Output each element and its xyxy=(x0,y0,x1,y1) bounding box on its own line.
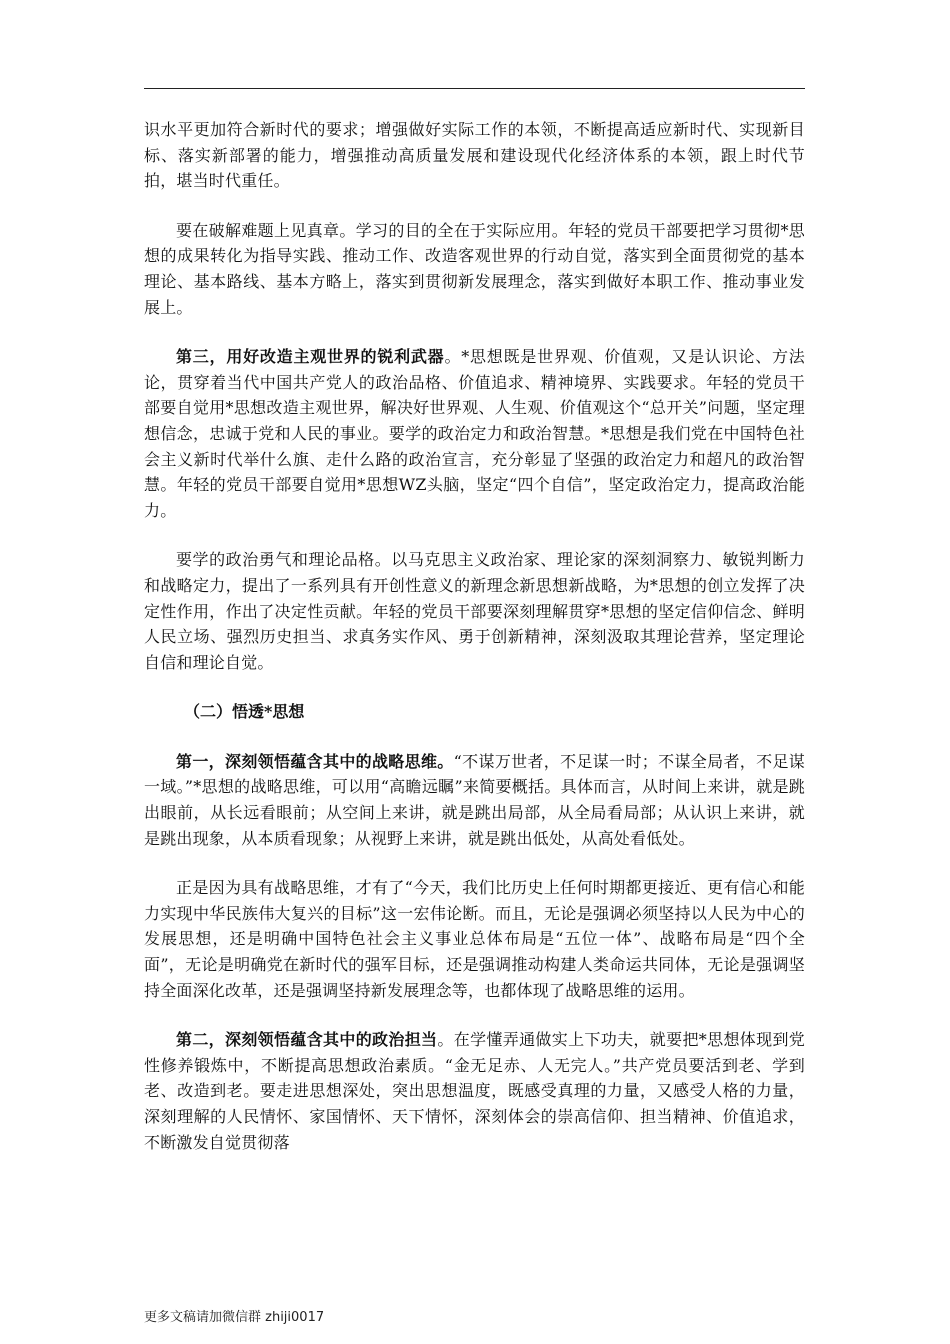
paragraph-text: 。*思想既是世界观、价值观，又是认识论、方法论，贯穿着当代中国共产党人的政治品格、价值追求、精神境界、实践要求。年轻的党员干部要自觉用*思想改造主观世界，解决好世界观、人生观、价值观这个“总开关”问题，坚定理想信念，忠诚于党和人民的事业。要学的政治定力和政治智慧。*思想是我们党在中国特色社会主义新时代举什么旗、走什么路的政治宣言，充分彰显了坚强的政治定力和超凡的政治智慧。年轻的党员干部要自觉用*思想WZ头脑，坚定“四个自信”，坚定政治定力，提高政治能力。 xyxy=(144,347,805,520)
paragraph xyxy=(144,875,805,1003)
section-heading: （二）悟透*思想 xyxy=(184,702,305,722)
paragraph-text: 要在破解难题上见真章。学习的目的全在于实际应用。年轻的党员干部要把学习贯彻*思想的成果转化为指导实践、推动工作、改造客观世界的行动自觉，落实到全面贯彻党的基本理论、基本路线、基本方略上，落实到贯彻新发展理念，落实到做好本职工作、推动事业发展上。 xyxy=(144,220,805,317)
header-rule xyxy=(144,88,805,89)
paragraph-lead: 第一，深刻领悟蕴含其中的战略思维。 xyxy=(176,751,454,771)
paragraph-text: 要学的政治勇气和理论品格。以马克思主义政治家、理论家的深刻洞察力、敏锐判断力和战略定力，提出了一系列具有开创性意义的新理念新思想新战略，为*思想的创立发挥了决定性作用，作出了决定性贡献。年轻的党员干部要深刻理解贯穿*思想的坚定信仰信念、鲜明人民立场、强烈历史担当、求真务实作风、勇于创新精神，深刻汲取其理论营养，坚定理论自信和理论自觉。 xyxy=(144,550,805,672)
paragraph xyxy=(144,547,805,675)
paragraph-text: 。在学懂弄通做实上下功夫，就要把*思想体现到党性修养锻炼中，不断提高思想政治素质。“金无足赤、人无完人。”共产党员要活到老、学到老、改造到老。要走进思想深处，突出思想温度，既感受真理的力量，又感受人格的力量，深刻理解的人民情怀、家国情怀、天下情怀，深刻体会的崇高信仰、担当精神、价值追求，不断激发自觉贯彻落 xyxy=(144,1030,805,1152)
paragraph-text: 识水平更加符合新时代的要求；增强做好实际工作的本领，不断提高适应新时代、实现新目标、落实新部署的能力，增强推动高质量发展和建设现代化经济体系的本领，跟上时代节拍，堪当时代重任。 xyxy=(144,120,805,191)
paragraph xyxy=(144,344,805,523)
paragraph xyxy=(144,749,805,851)
paragraph-text: “不谋万世者，不足谋一时；不谋全局者，不足谋一域。”*思想的战略思维，可以用“高瞻远瞩”来简要概括。具体而言，从时间上来讲，就是跳出眼前，从长远看眼前；从空间上来讲，就是跳出局部，从全局看局部；从认识上来讲，就是跳出现象，从本质看现象；从视野上来讲，就是跳出低处，从高处看低处。 xyxy=(144,751,805,848)
paragraph-text: 正是因为具有战略思维，才有了“今天，我们比历史上任何时期都更接近、更有信心和能力实现中华民族伟大复兴的目标”这一宏伟论断。而且，无论是强调必须坚持以人民为中心的发展思想，还是明确中国特色社会主义事业总体布局是“五位一体”、战略布局是“四个全面”，无论是明确党在新时代的强军目标，还是强调推动构建人类命运共同体，无论是强调坚持全面深化改革，还是强调坚持新发展理念等，也都体现了战略思维的运用。 xyxy=(144,878,805,1000)
document-body xyxy=(144,117,805,1179)
paragraph xyxy=(144,218,805,320)
paragraph xyxy=(144,1027,805,1155)
footer-note: 更多文稿请加微信群 zhiji0017 xyxy=(144,1310,325,1325)
paragraph-lead: 第二，深刻领悟蕴含其中的政治担当 xyxy=(176,1030,438,1050)
paragraph xyxy=(144,117,805,194)
paragraph-lead: 第三，用好改造主观世界的锐利武器 xyxy=(176,347,445,367)
